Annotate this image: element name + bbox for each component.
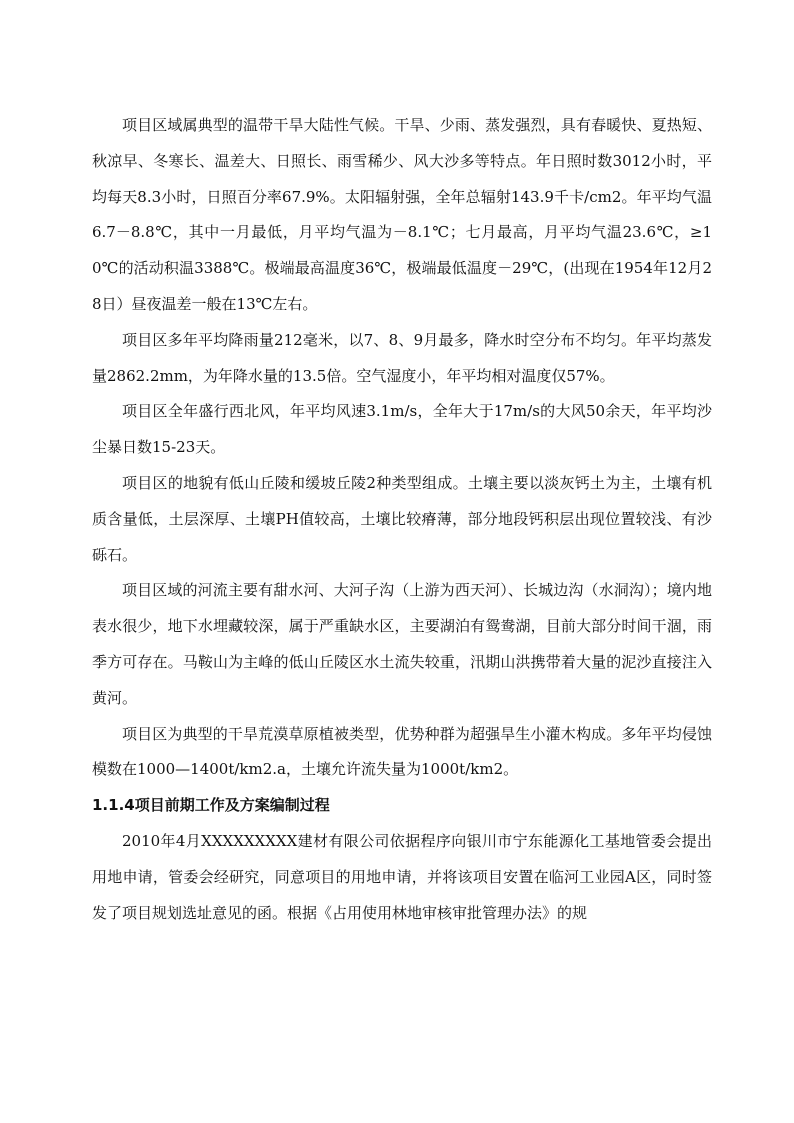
document-body bbox=[92, 108, 712, 931]
paragraph-wind: 项目区全年盛行西北风，年平均风速3.1m/s，全年大于17m/s的大风50余天，年平均沙尘暴日数15-23天。 bbox=[92, 402, 712, 457]
paragraph-climate: 项目区域属典型的温带干旱大陆性气候。干旱、少雨、蒸发强烈，具有春暖快、夏热短、秋凉早、冬寒长、温差大、日照长、雨雪稀少、风大沙多等特点。年日照时数3012小时，平均每天8.3小时，日照百分率67.9%。太阳辐射强，全年总辐射143.9千卡/cm2。年平均气温6.7－8.8℃，其中一月最低，月平均气温为－8.1℃；七月最高，月平均气温23.6℃，≥10℃的活动积温3388℃。极端最高温度36℃，极端最低温度－29℃，(出现在1954年12月28日）昼夜温差一般在13℃左右。 bbox=[92, 116, 712, 313]
paragraph-vegetation: 项目区为典型的干旱荒漠草原植被类型，优势种群为超强旱生小灌木构成。多年平均侵蚀模数在1000—1400t/km2.a，土壤允许流失量为1000t/km2。 bbox=[92, 724, 712, 779]
paragraph-preliminary-work: 2010年4月XXXXXXXXX建材有限公司依据程序向银川市宁东能源化工基地管委会提出用地申请，管委会经研究，同意项目的用地申请，并将该项目安置在临河工业园A区，同时签发了项目规划选址意见的函。根据《占用使用林地审核审批管理办法》的规 bbox=[92, 831, 712, 922]
paragraph-rivers: 项目区域的河流主要有甜水河、大河子沟（上游为西天河）、长城边沟（水洞沟）；境内地表水很少，地下水埋藏较深，属于严重缺水区，主要湖泊有鸳鸯湖，目前大部分时间干涸，雨季方可存在。马鞍山为主峰的低山丘陵区水土流失较重，汛期山洪携带着大量的泥沙直接注入黄河。 bbox=[92, 581, 712, 707]
paragraph-precipitation: 项目区多年平均降雨量212毫米，以7、8、9月最多，降水时空分布不均匀。年平均蒸发量2862.2mm，为年降水量的13.5倍。空气湿度小，年平均相对温度仅57%。 bbox=[92, 330, 712, 385]
paragraph-landform-soil: 项目区的地貌有低山丘陵和缓坡丘陵2种类型组成。土壤主要以淡灰钙土为主，土壤有机质含量低，土层深厚、土壤PH值较高，土壤比较瘠薄，部分地段钙积层出现位置较浅、有沙砾石。 bbox=[92, 473, 712, 564]
section-heading: 1.1.4项目前期工作及方案编制过程 bbox=[92, 796, 330, 815]
